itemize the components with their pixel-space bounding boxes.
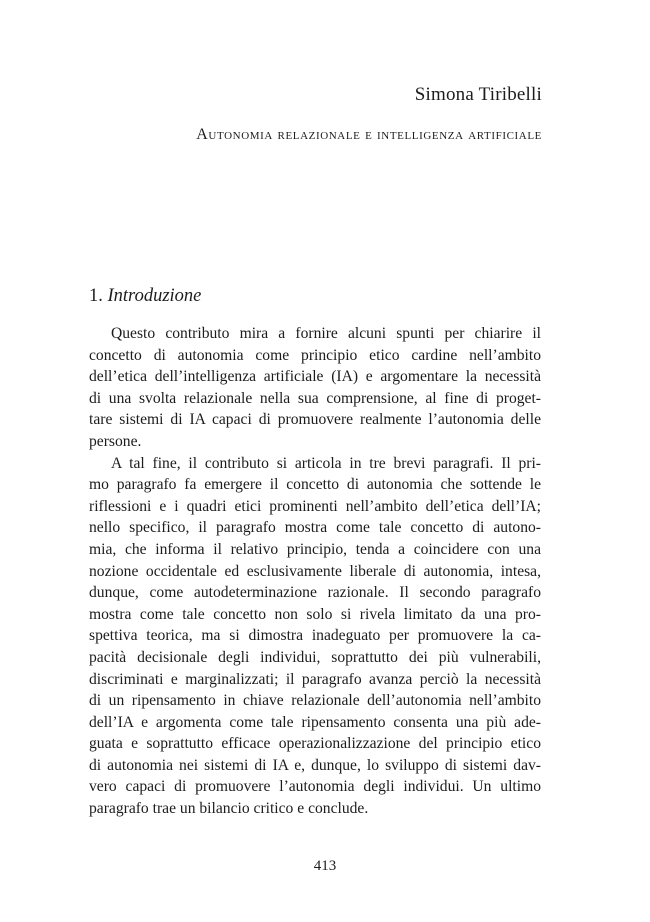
paragraph-line: mostra come tale concetto non solo si rivela limitato da una pro- — [89, 605, 541, 623]
paragraph-line: riflessioni e i quadri etici prominenti nell’ambito dell’etica dell’IA; — [89, 497, 541, 515]
paragraph-line: dell’IA e argomenta come tale ripensamento consenta una più ade- — [89, 713, 541, 731]
paragraph-line: guata e soprattutto efficace operazionalizzazione del principio etico — [89, 735, 541, 753]
paragraph-line: pacità decisionale degli individui, soprattutto dei più vulnerabili, — [89, 648, 541, 666]
chapter-title: Autonomia relazionale e intelligenza artificiale — [196, 126, 542, 143]
paragraph-line: concetto di autonomia come principio etico cardine nell’ambito — [89, 346, 541, 364]
section-title: Introduzione — [107, 286, 202, 306]
paragraph-line: mia, che informa il relativo principio, tenda a coincidere con una — [89, 540, 541, 558]
paragraph-line: di autonomia nei sistemi di IA e, dunque, lo sviluppo di sistemi dav- — [89, 756, 541, 774]
paragraph-line: dell’etica dell’intelligenza artificiale (IA) e argomentare la necessità — [89, 368, 541, 386]
paragraph-line: persone. — [89, 432, 142, 450]
section-heading — [89, 286, 201, 307]
paragraph-line: spettiva teorica, ma si dimostra inadeguato per promuovere la ca- — [89, 627, 541, 645]
paragraph-line: di un ripensamento in chiave relazionale dell’autonomia nell’ambito — [89, 692, 541, 710]
paragraph-line: di una svolta relazionale nella sua comprensione, al fine di proget- — [89, 389, 541, 407]
paragraph-line: paragrafo trae un bilancio critico e conclude. — [89, 800, 369, 818]
paragraph-line: mo paragrafo fa emergere il concetto di autonomia che sottende le — [89, 476, 541, 494]
page-number: 413 — [313, 858, 337, 874]
body-text — [89, 323, 541, 820]
paragraph-line: nozione occidentale ed esclusivamente liberale di autonomia, intesa, — [89, 562, 541, 580]
author-name: Simona Tiribelli — [414, 84, 542, 105]
section-number: 1. — [89, 286, 103, 306]
paragraph-line: discriminati e marginalizzati; il paragrafo avanza perciò la necessità — [89, 670, 541, 688]
paragraph-line: tare sistemi di IA capaci di promuovere realmente l’autonomia delle — [89, 411, 541, 429]
paragraph-line: A tal fine, il contributo si articola in tre brevi paragrafi. Il pri- — [111, 454, 541, 472]
paragraph-line: nello specifico, il paragrafo mostra come tale concetto di autono- — [89, 519, 541, 537]
paragraph-line: vero capaci di promuovere l’autonomia degli individui. Un ultimo — [89, 778, 541, 796]
paragraph-line: Questo contributo mira a fornire alcuni spunti per chiarire il — [111, 325, 541, 342]
paragraph-line: dunque, come autodeterminazione razionale. Il secondo paragrafo — [89, 584, 541, 602]
